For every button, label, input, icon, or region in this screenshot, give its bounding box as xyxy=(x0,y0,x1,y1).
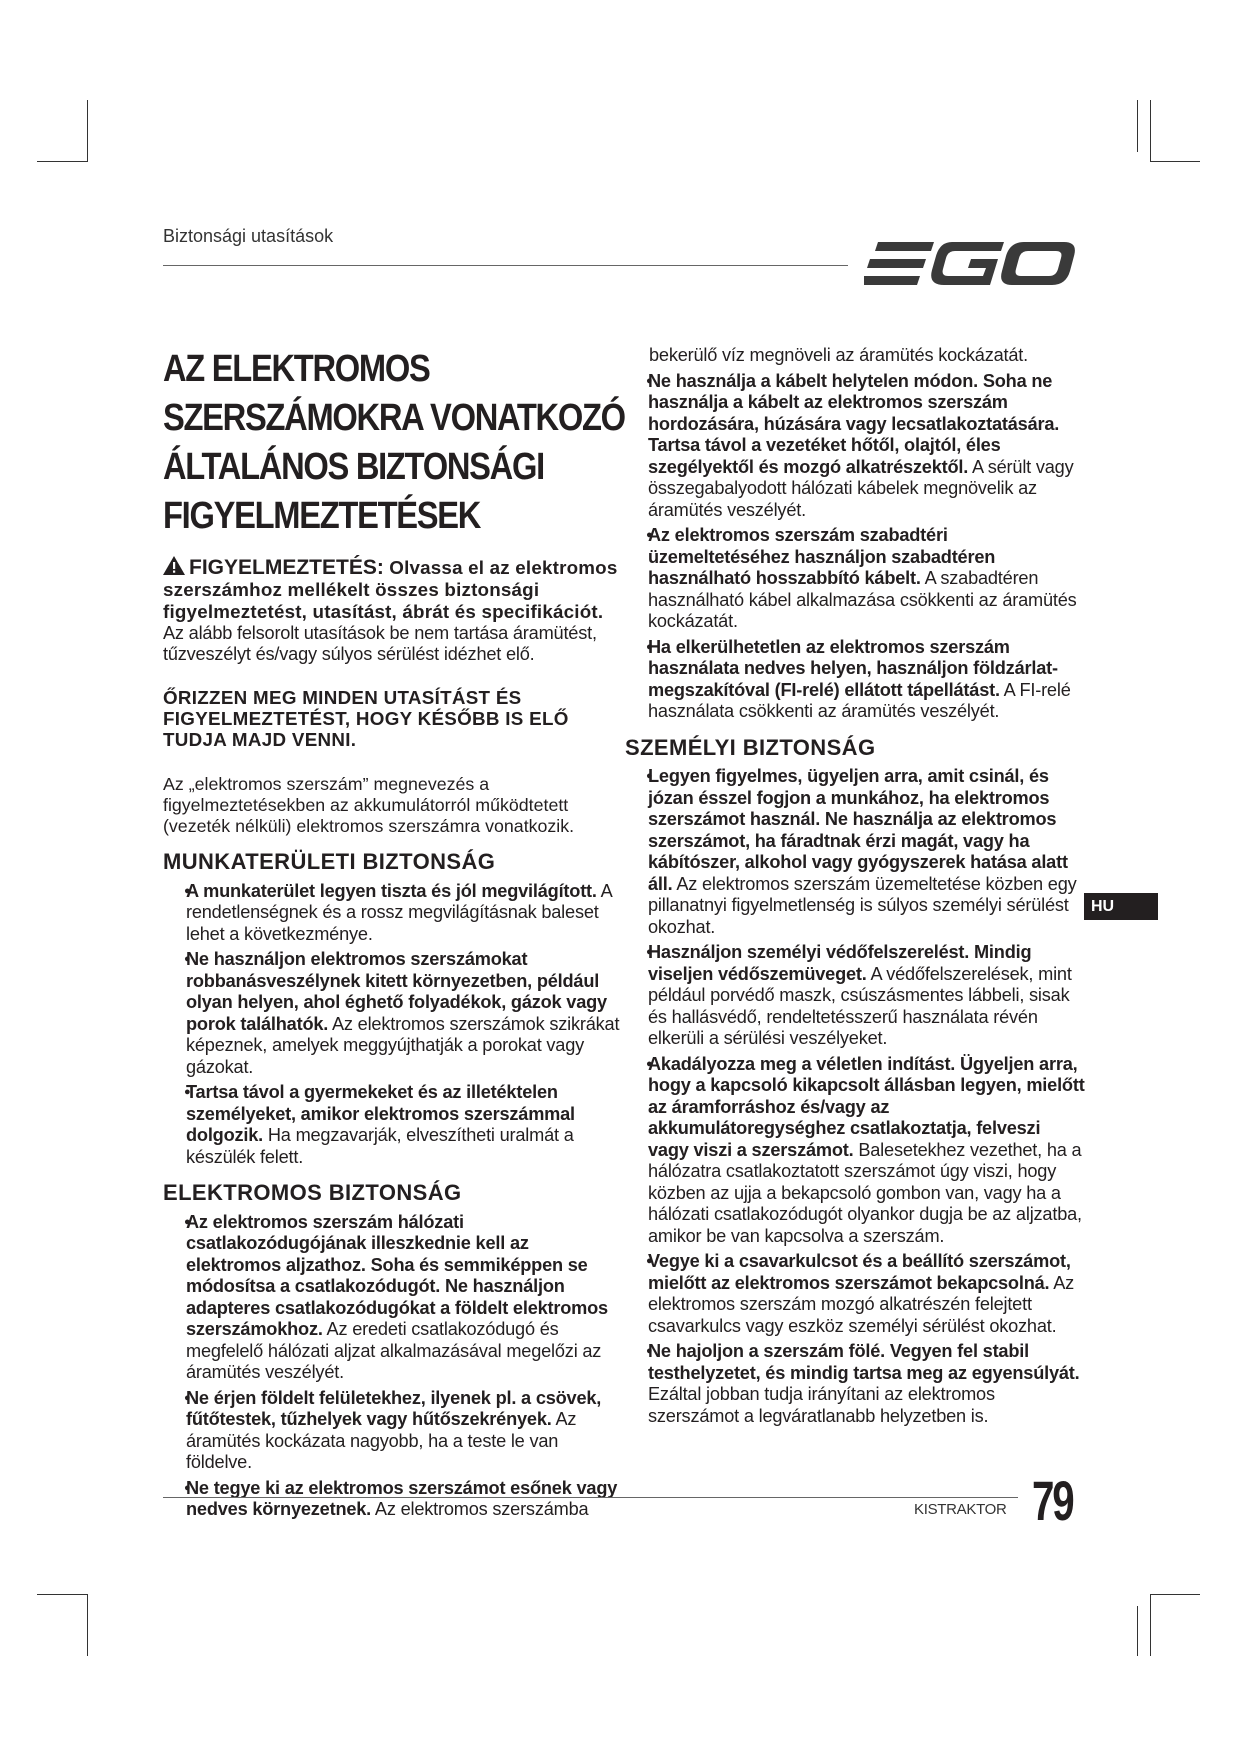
section-title: Biztonsági utasítások xyxy=(163,226,334,246)
right-column xyxy=(625,345,1085,1431)
crop-mark xyxy=(1150,100,1151,162)
footer-rule xyxy=(163,1497,1018,1498)
warning-text: Az alább felsorolt utasítások be nem tartása áramütést, tűzveszélyt és/vagy súlyos sérülést idézhet elő. xyxy=(163,623,597,664)
list-item: ● Akadályozza meg a véletlen indítást. Ügyeljen arra, hogy a kapcsoló kikapcsolt állásban legyen, mielőtt az áramforráshoz és/vagy az akkumulátoregységhez csatlakoztatja, felveszi vagy viszi a szerszámot. Balesetekhez vezethet, ha a hálózatra csatlakoztatott szerszámot úgy viszi, hogy közben az ujja a bekapcsoló gombon van, vagy ha a hálózati csatlakozódugót olyankor dugja be az aljzatba, amikor be van kapcsolva a szerszám. xyxy=(648,1054,1085,1248)
crop-mark xyxy=(37,1594,88,1595)
definition-text: Az „elektromos szerszám” megnevezés a figyelmeztetésekben az akkumulátorról működtetett (vezeték nélküli) elektromos szerszámra vonatkozik. xyxy=(163,774,575,836)
crop-mark xyxy=(1137,1606,1138,1656)
crop-mark xyxy=(1150,1594,1200,1595)
ego-logo xyxy=(864,238,1076,288)
crop-mark xyxy=(1137,100,1138,152)
section-heading-personal: SZEMÉLYI BIZTONSÁG xyxy=(625,734,876,760)
footer-label: KISTRAKTOR xyxy=(914,1501,1007,1518)
warning-paragraph xyxy=(163,556,625,665)
list-item: ● Ne érjen földelt felületekhez, ilyenek pl. a csövek, fűtőtestek, tűzhelyek vagy hűtőszekrények. Az áramütés kockázata nagyobb, ha a teste le van földelve. xyxy=(186,1388,625,1474)
language-tab: HU xyxy=(1084,893,1158,920)
crop-mark xyxy=(1150,161,1200,162)
crop-mark xyxy=(1150,1594,1151,1656)
warning-bold-text: Olvassa el az elektromos szerszámhoz mellékelt összes biztonsági figyelmeztetést, utasítást, ábrát és specifikációt. xyxy=(163,557,618,622)
warning-triangle-icon xyxy=(163,556,185,575)
continued-text: bekerülő víz megnöveli az áramütés kockázatát. xyxy=(649,345,1028,365)
section-heading-work-area: MUNKATERÜLETI BIZTONSÁG xyxy=(163,849,496,874)
list-item: ● Ne használjon elektromos szerszámokat robbanásveszélynek kitett környezetben, például olyan helyen, ahol éghető folyadékok, gázok vagy porok találhatók. Az elektromos szerszámok szikrákat képeznek, amelyek meggyújthatják a porokat vagy gázokat. xyxy=(186,949,625,1078)
page-number: 79 xyxy=(1032,1469,1073,1532)
list-item: ● Tartsa távol a gyermekeket és az illetéktelen személyeket, amikor elektromos szerszámmal dolgozik. Ha megzavarják, elveszítheti uralmát a készülék felett. xyxy=(186,1082,625,1168)
left-column xyxy=(163,345,625,1525)
electrical-list-continued xyxy=(648,371,1085,723)
main-title: AZ ELEKTROMOS SZERSZÁMOKRA VONATKOZÓ ÁLTALÁNOS BIZTONSÁGI FIGYELMEZTETÉSEK xyxy=(163,348,625,537)
work-area-list xyxy=(186,881,625,1169)
list-item: ● Ne tegye ki az elektromos szerszámot esőnek vagy nedves környezetnek. Az elektromos szerszámba xyxy=(186,1478,625,1521)
list-item: ● Az elektromos szerszám szabadtéri üzemeltetéséhez használjon szabadtéren használható hosszabbító kábelt. A szabadtéren használható kábel alkalmazása csökkenti az áramütés kockázatát. xyxy=(648,525,1085,633)
crop-mark xyxy=(37,161,88,162)
header-rule xyxy=(163,265,848,266)
crop-mark xyxy=(87,1594,88,1656)
crop-mark xyxy=(87,100,88,162)
list-item: ● Legyen figyelmes, ügyeljen arra, amit csinál, és józan ésszel fogjon a munkához, ha elektromos szerszámot használ. Ne használja az elektromos szerszámot, ha fáradtnak érzi magát, vagy ha kábítószer, alkohol vagy gyógyszerek hatása alatt áll. Az elektromos szerszám üzemeltetése közben egy pillanatnyi figyelmetlenség is súlyos személyi sérülést okozhat. xyxy=(648,766,1085,938)
warning-label: FIGYELMEZTETÉS: xyxy=(189,556,384,579)
list-item: ● A munkaterület legyen tiszta és jól megvilágított. A rendetlenségnek és a rossz megvilágításnak baleset lehet a következménye. xyxy=(186,881,625,946)
list-item: ● Ne hajoljon a szerszám fölé. Vegyen fel stabil testhelyzetet, és mindig tartsa meg az egyensúlyát. Ezáltal jobban tudja irányítani az elektromos szerszámot a legváratlanabb helyzetben is. xyxy=(648,1341,1085,1427)
personal-list xyxy=(648,766,1085,1427)
section-heading-electrical: ELEKTROMOS BIZTONSÁG xyxy=(163,1180,462,1205)
list-item: ● Vegye ki a csavarkulcsot és a beállító szerszámot, mielőtt az elektromos szerszámot bekapcsolná. Az elektromos szerszám mozgó alkatrészén felejtett csavarkulcs vagy eszköz személyi sérülést okozhat. xyxy=(648,1251,1085,1337)
keep-instructions-notice: ŐRIZZEN MEG MINDEN UTASÍTÁST ÉS FIGYELMEZTETÉST, HOGY KÉSŐBB IS ELŐ TUDJA MAJD VENNI. xyxy=(163,687,569,750)
list-item: ● Használjon személyi védőfelszerelést. Mindig viseljen védőszemüveget. A védőfelszerelések, mint például porvédő maszk, csúszásmentes lábbeli, sisak és hallásvédő, rendeltetésszerű használata révén elkerüli a sérülési veszélyeket. xyxy=(648,942,1085,1050)
list-item: ● Az elektromos szerszám hálózati csatlakozódugójának illeszkednie kell az elektromos aljzathoz. Soha és semmiképpen se módosítsa a csatlakozódugót. Ne használjon adapteres csatlakozódugókat a földelt elektromos szerszámokhoz. Az eredeti csatlakozódugó és megfelelő hálózati aljzat alkalmazásával megelőzi az áramütés veszélyét. xyxy=(186,1212,625,1384)
list-item: ● Ne használja a kábelt helytelen módon. Soha ne használja a kábelt az elektromos szerszám hordozására, húzására vagy lecsatlakoztatására. Tartsa távol a vezetéket hőtől, olajtól, éles szegélyektől és mozgó alkatrészektől. A sérült vagy összegabalyodott hálózati kábelek megnövelik az áramütés veszélyét. xyxy=(648,371,1085,522)
list-item: ● Ha elkerülhetetlen az elektromos szerszám használata nedves helyen, használjon földzárlat-megszakítóval (FI-relé) ellátott tápellátást. A FI-relé használata csökkenti az áramütés veszélyét. xyxy=(648,637,1085,723)
electrical-list xyxy=(186,1212,625,1521)
